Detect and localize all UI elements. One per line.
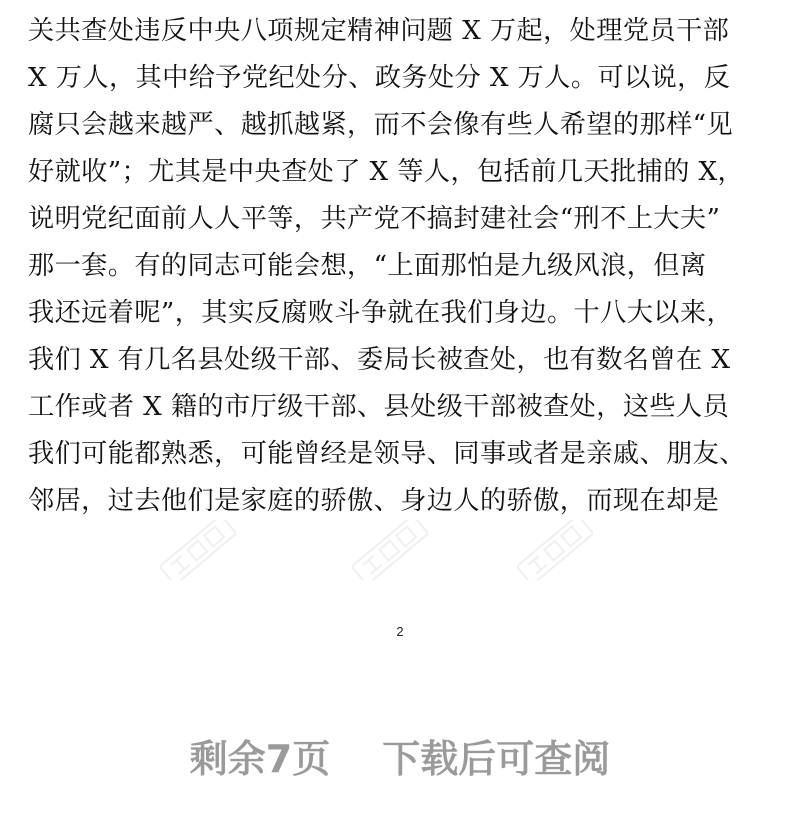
download-banner[interactable] bbox=[0, 728, 800, 783]
text-line: 那一套。有的同志可能会想，“上面那怕是九级风浪，但离 bbox=[28, 251, 707, 281]
text-line: 腐只会越来越严、越抓越紧，而不会像有些人希望的那样“见 bbox=[28, 110, 734, 140]
watermark-logo bbox=[138, 520, 258, 580]
text-line: 好就收”；尤其是中央查处了 X 等人，包括前几天批捕的 X， bbox=[28, 157, 745, 187]
page-number: 2 bbox=[396, 624, 404, 639]
text-line: 工作或者 X 籍的市厅级干部、县处级干部被查处，这些人员 bbox=[28, 392, 730, 422]
text-line: 邻居，过去他们是家庭的骄傲、身边人的骄傲，而现在却是 bbox=[28, 486, 720, 516]
text-line: X 万人，其中给予党纪处分、政务处分 X 万人。可以说，反 bbox=[28, 63, 731, 93]
text-line: 我还远着呢”，其实反腐败斗争就在我们身边。十八大以来， bbox=[28, 298, 734, 328]
remaining-pages-label: 剩余7页 bbox=[189, 737, 331, 781]
watermark-logo bbox=[495, 520, 615, 580]
text-line: 我们 X 有几名县处级干部、委局长被查处，也有数名曾在 X bbox=[28, 345, 731, 375]
document-body bbox=[28, 8, 778, 525]
watermark-logo bbox=[330, 520, 450, 580]
text-line: 我们可能都熟悉，可能曾经是领导、同事或者是亲戚、朋友、 bbox=[28, 439, 746, 469]
text-line: 说明党纪面前人人平等，共产党不搞封建社会“刑不上大夫” bbox=[28, 204, 721, 234]
download-hint-label: 下载后可查阅 bbox=[382, 737, 611, 781]
text-line: 关共查处违反中央八项规定精神问题 X 万起，处理党员干部 bbox=[28, 16, 730, 46]
